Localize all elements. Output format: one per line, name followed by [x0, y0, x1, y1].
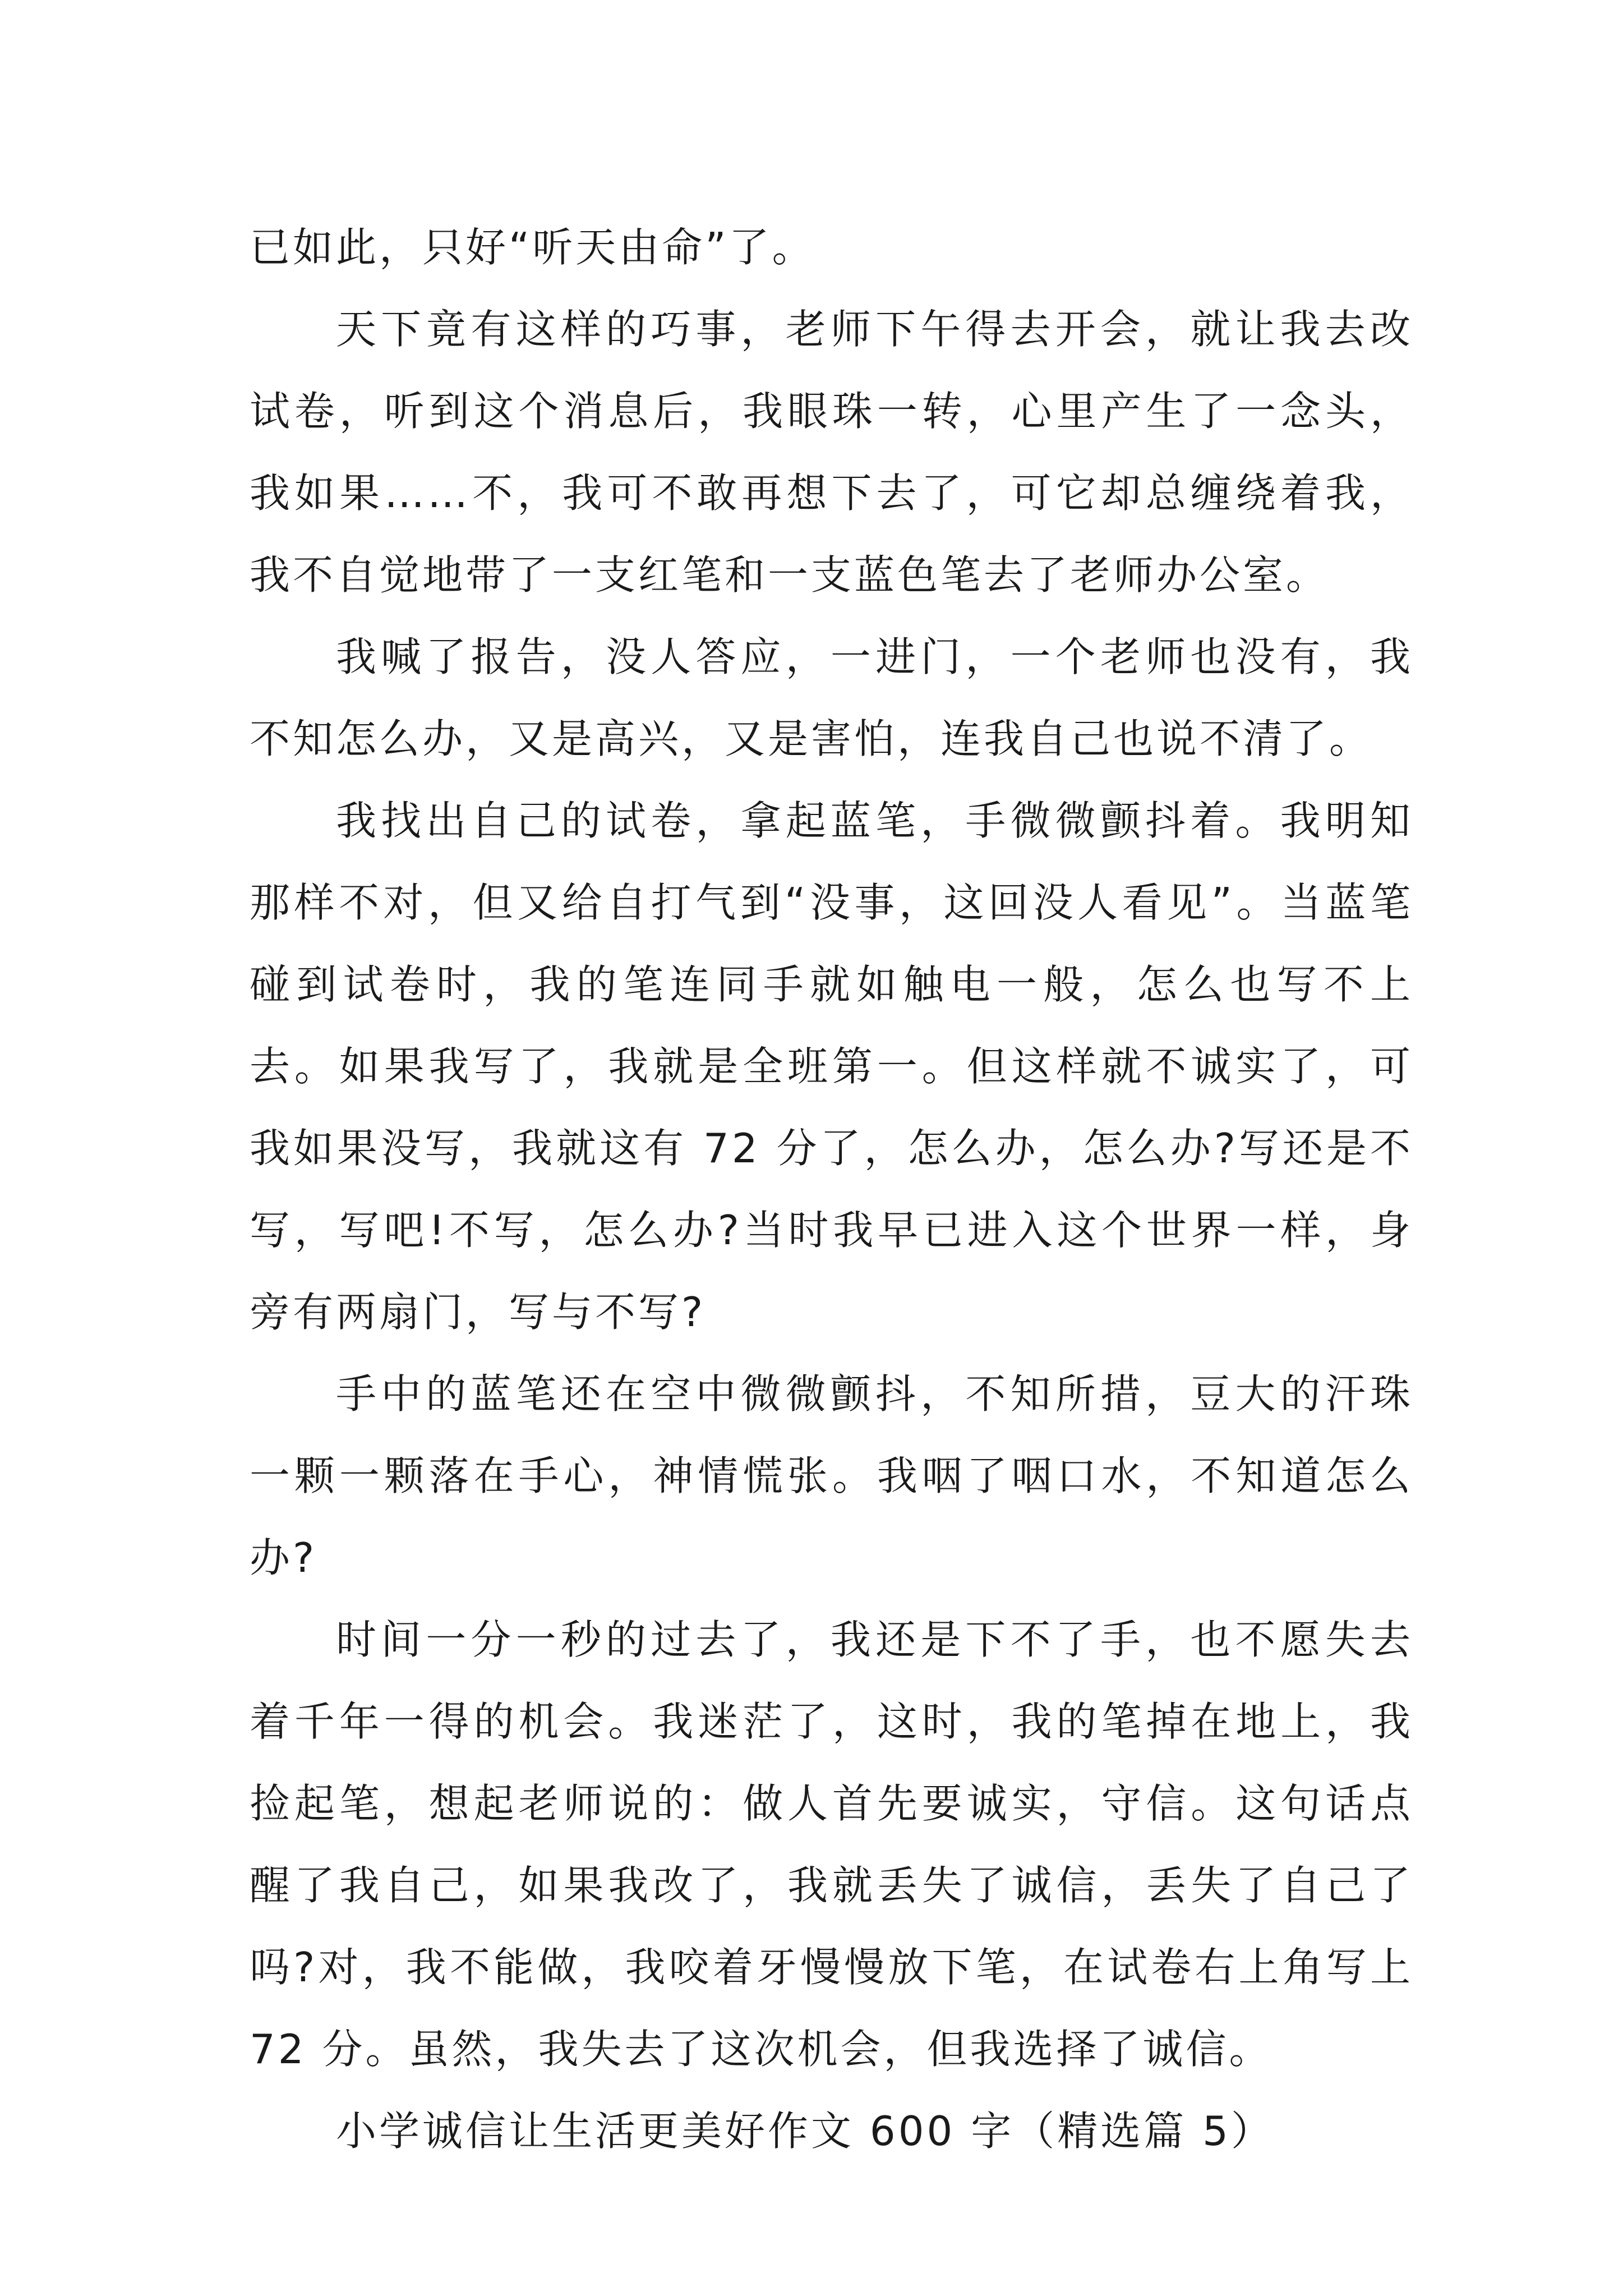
document-body — [250, 206, 1429, 2172]
section-heading: 小学诚信让生活更美好作文 600 字（精选篇 5） — [336, 2108, 1274, 2155]
paragraph-5: 手中的蓝笔还在空中微微颤抖，不知所措，豆大的汗珠一颗一颗落在手心，神情慌张。我咽了咽口水，不知道怎么办? — [250, 1370, 1413, 1581]
paragraph-6: 时间一分一秒的过去了，我还是下不了手，也不愿失去着千年一得的机会。我迷茫了，这时，我的笔掉在地上，我捡起笔，想起老师说的：做人首先要诚实，守信。这句话点醒了我自己，如果我改了，我就丢失了诚信，丢失了自己了吗?对，我不能做，我咬着牙慢慢放下笔，在试卷右上角写上 72 分。虽然，我失去了这次机会，但我选择了诚信。 — [250, 1616, 1429, 2073]
paragraph-4: 我找出自己的试卷，拿起蓝笔，手微微颤抖着。我明知那样不对，但又给自打气到“没事，这回没人看见”。当蓝笔碰到试卷时，我的笔连同手就如触电一般，怎么也写不上去。如果我写了，我就是全班第一。但这样就不诚实了，可我如果没写，我就这有 72 分了，怎么办，怎么办?写还是不写，写吧!不写，怎么办?当时我早已进入这个世界一样，身旁有两扇门，写与不写? — [250, 797, 1413, 1336]
paragraph-1: 已如此，只好“听天由命”了。 — [250, 224, 815, 271]
paragraph-2: 天下竟有这样的巧事，老师下午得去开会，就让我去改试卷，听到这个消息后，我眼珠一转，心里产生了一念头，我如果……不，我可不敢再想下去了，可它却总缠绕着我，我不自觉地带了一支红笔和一支蓝色笔去了老师办公室。 — [250, 306, 1413, 599]
paragraph-3: 我喊了报告，没人答应，一进门，一个老师也没有，我不知怎么办，又是高兴，又是害怕，连我自己也说不清了。 — [250, 633, 1413, 762]
